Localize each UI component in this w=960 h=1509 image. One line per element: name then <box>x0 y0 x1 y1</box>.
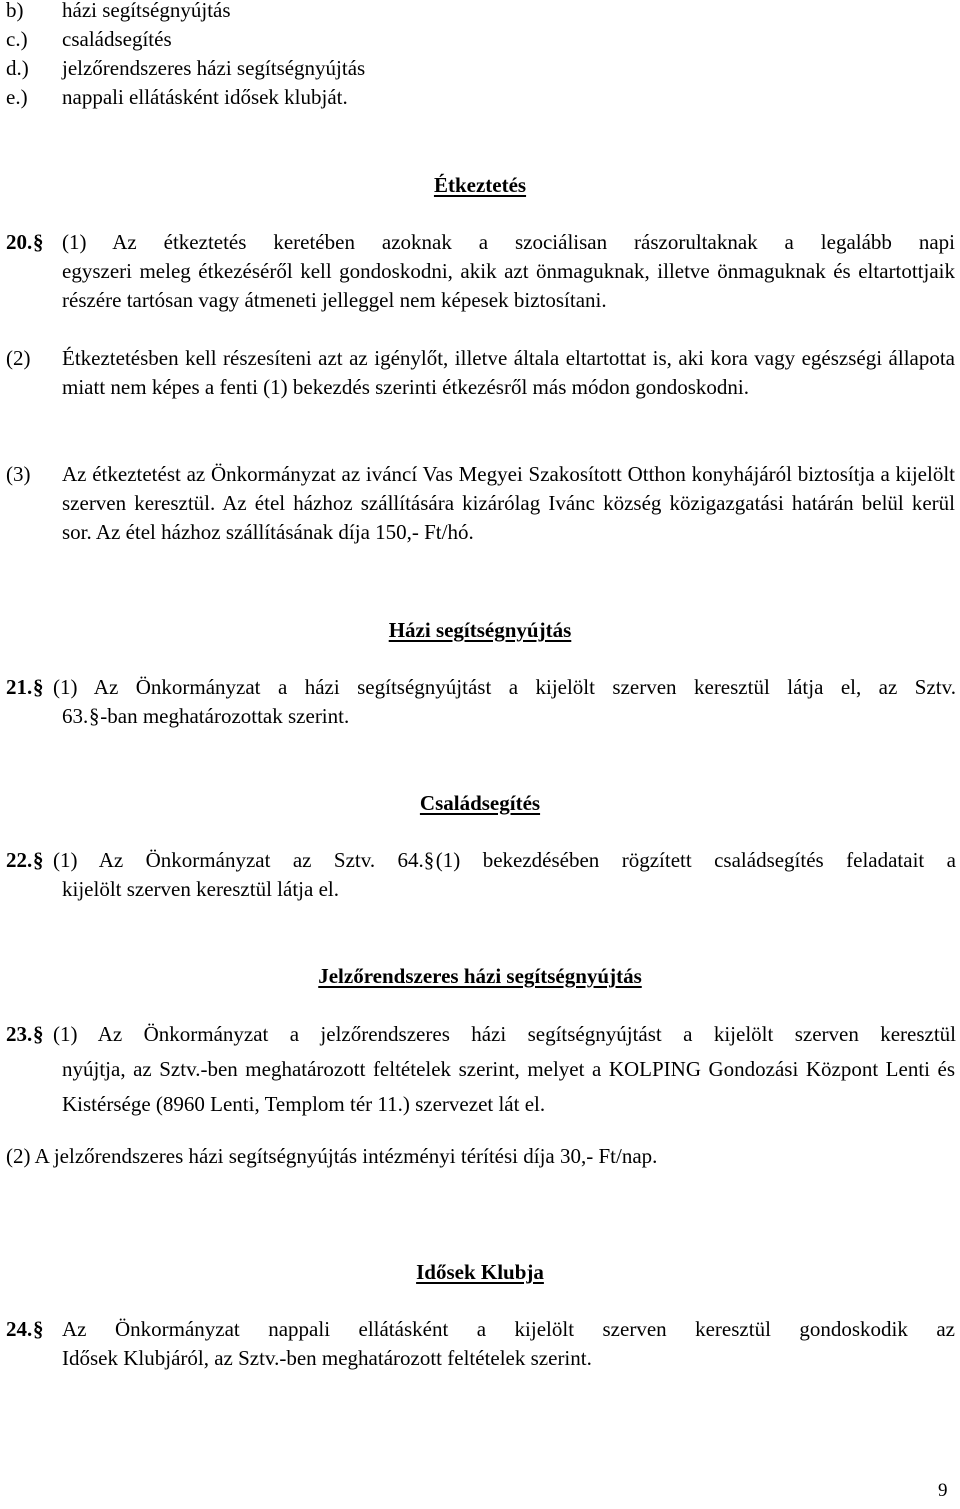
paragraph-23-1-line1: (1) Az Önkormányzat a jelzőrendszeres házi segítségnyújtást a kijelölt szerven keresztül <box>53 1022 956 1046</box>
section-number-22: 22.§ <box>6 848 44 872</box>
paragraph-24-line2: Idősek Klubjáról, az Sztv.-ben meghatározott feltételek szerint. <box>62 1346 592 1370</box>
paragraph-24-line1: Az Önkormányzat nappali ellátásként a kijelölt szerven keresztül gondoskodik az <box>62 1317 955 1341</box>
section-heading-jelzorendszeres: Jelzőrendszeres házi segítségnyújtás <box>318 964 642 988</box>
paragraph-23-1: nyújtja, az Sztv.-ben meghatározott feltételek szerint, melyet a KOLPING Gondozási Központ Lenti és Kistérsége (8960 Lenti, Templom tér 11.) szervezet lát el. <box>62 1057 955 1116</box>
section-number-20: 20.§ <box>6 230 44 254</box>
list-marker: e.) <box>6 85 28 109</box>
paragraph-21-1-line2: 63.§-ban meghatározottak szerint. <box>62 704 350 728</box>
list-marker: d.) <box>6 56 29 80</box>
list-item: házi segítségnyújtás <box>62 0 231 22</box>
section-number-23: 23.§ <box>6 1022 44 1046</box>
section-heading-hazi-segitsegnyujtas: Házi segítségnyújtás <box>388 618 572 642</box>
paragraph-23-2: (2) A jelzőrendszeres házi segítségnyújtás intézményi térítési díja 30,- Ft/nap. <box>6 1144 658 1168</box>
section-heading-idosek-klubja: Idősek Klubja <box>416 1260 544 1284</box>
section-number-24: 24.§ <box>6 1317 44 1341</box>
paragraph-22-1-line2: kijelölt szerven keresztül látja el. <box>62 877 339 901</box>
section-heading-csaladsegites: Családsegítés <box>419 791 541 815</box>
paragraph-22-1-line1: (1) Az Önkormányzat az Sztv. 64.§(1) bekezdésében rögzített családsegítés feladatait a <box>53 848 956 872</box>
paragraph-20-2: Étkeztetésben kell részesíteni azt az igénylőt, illetve általa eltartottat is, aki kora vagy egészségi állapota miatt nem képes a fenti (1) bekezdés szerinti étkezésről más módon gondoskodni. <box>62 346 955 399</box>
paragraph-20-3: Az étkeztetést az Önkormányzat az iváncí Vas Megyei Szakosított Otthon konyhájáról biztosítja a kijelölt szerven keresztül. Az étel házhoz szállítására kizárólag Ivánc község közigazgatási határán belül kerül sor. Az étel házhoz szállításának díja 150,- Ft/hó. <box>62 462 955 544</box>
paragraph-marker-20-2: (2) <box>6 346 31 370</box>
paragraph-20-1: egyszeri meleg étkezéséről kell gondoskodni, akik azt önmaguknak, illetve önmaguknak és eltartottjaik részére tartósan vagy átmeneti jelleggel nem képesek biztosítani. <box>62 259 955 312</box>
list-item: családsegítés <box>62 27 172 51</box>
paragraph-20-1-first-line: (1) Az étkeztetés keretében azoknak a szociálisan rászorultaknak a legalább napi <box>62 230 955 254</box>
page-number: 9 <box>938 1480 948 1501</box>
paragraph-marker-20-3: (3) <box>6 462 31 486</box>
paragraph-21-1-line1: (1) Az Önkormányzat a házi segítségnyújtást a kijelölt szerven keresztül látja el, az Sztv. <box>53 675 956 699</box>
list-item: jelzőrendszeres házi segítségnyújtás <box>62 56 366 80</box>
section-number-21: 21.§ <box>6 675 44 699</box>
list-marker: b) <box>6 0 24 22</box>
section-heading-etkeztetes: Étkeztetés <box>433 173 527 197</box>
list-marker: c.) <box>6 27 28 51</box>
list-item: nappali ellátásként idősek klubját. <box>62 85 348 109</box>
